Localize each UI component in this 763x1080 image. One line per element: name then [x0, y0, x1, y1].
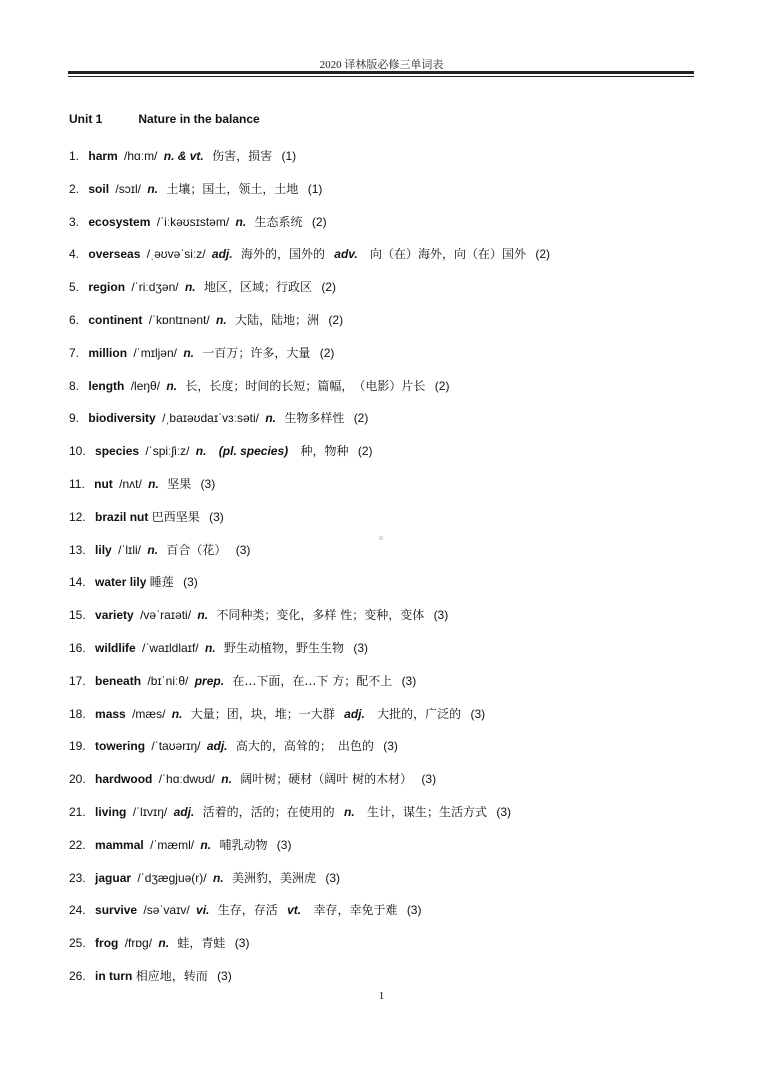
entry-phonetic: /nʌt/: [119, 476, 142, 491]
entry-definition-2: 向（在）海外，向（在）国外: [370, 247, 527, 262]
entry-phonetic: /ˈmæml/: [150, 837, 195, 852]
vocab-entry: [69, 737, 709, 770]
entry-definition: 土壤；国土，领土，土地: [166, 181, 299, 196]
entry-definition-2: 生计，谋生；生活方式: [367, 804, 488, 819]
entry-number: 9.: [69, 411, 80, 426]
entry-section-ref: (2): [434, 378, 450, 393]
entry-part-of-speech: n.: [171, 706, 183, 721]
entry-word: soil: [88, 181, 110, 196]
entry-number: 26.: [69, 968, 86, 983]
entry-word: harm: [88, 149, 118, 163]
entry-part-of-speech: n.: [197, 608, 209, 623]
entry-section-ref: (3): [421, 772, 437, 787]
entry-phonetic: /ˈtaʊərɪŋ/: [151, 739, 201, 754]
entry-section-ref: (1): [307, 181, 323, 196]
entry-definition: 地区，区域；行政区: [203, 280, 312, 295]
entry-section-ref: (3): [217, 968, 232, 983]
entry-part-of-speech: n.: [183, 345, 195, 360]
entry-phonetic: /mæs/: [132, 706, 166, 721]
entry-definition: 在…下面，在…下 方；配不上: [232, 673, 393, 688]
entry-word: lily: [95, 542, 112, 557]
entry-section-ref: (3): [200, 476, 216, 491]
entry-section-ref: (2): [321, 280, 336, 295]
entry-section-ref: (3): [209, 509, 224, 524]
entry-word: mass: [95, 706, 126, 721]
entry-word: overseas: [88, 247, 141, 262]
entry-section-ref: (3): [383, 739, 398, 754]
entry-definition-2: 幸存，幸免于难: [313, 903, 398, 918]
entry-part-of-speech: n.: [216, 312, 227, 327]
entry-phonetic: /səˈvaɪv/: [143, 903, 190, 918]
entry-number: 11.: [69, 476, 85, 491]
entry-word: hardwood: [95, 772, 153, 787]
entry-section-ref: (2): [357, 444, 373, 459]
entry-number: 13.: [69, 542, 86, 557]
vocab-entry: [69, 705, 709, 738]
entry-phonetic: /ˈhɑːdwʊd/: [158, 772, 215, 787]
entry-part-of-speech: adj.: [206, 739, 228, 754]
entry-part-of-speech: n.: [235, 214, 247, 229]
entry-word: towering: [95, 739, 146, 754]
entry-definition: 哺乳动物: [219, 837, 268, 852]
entry-phonetic: /ˈdʒæɡjuə(r)/: [137, 870, 207, 885]
entry-part-of-speech-2: adj.: [344, 706, 365, 721]
entry-section-ref: (2): [319, 345, 335, 360]
entry-definition: 长，长度；时间的长短；篇幅， （电影）片长: [185, 378, 426, 393]
vocab-entry: [69, 508, 709, 541]
entry-definition: 大陆，陆地；洲: [235, 312, 320, 327]
entry-definition: 大量；团，块，堆；一大群: [190, 706, 335, 721]
entry-phonetic: /ˈiːkəʊsɪstəm/: [156, 214, 230, 229]
vocab-entry: [69, 541, 709, 574]
entry-phonetic: /ˈriːdʒən/: [131, 280, 179, 295]
entry-word: beneath: [95, 673, 142, 688]
entry-part-of-speech-2: n.: [343, 804, 355, 819]
entry-word: brazil nut: [95, 509, 149, 524]
entry-definition-2: 大批的，广泛的: [377, 706, 462, 721]
entry-word: variety: [95, 608, 134, 623]
entry-section-ref: (2): [311, 214, 327, 229]
entry-phonetic: /vəˈraɪəti/: [140, 608, 192, 623]
vocab-entry: [69, 377, 709, 410]
entry-phonetic: /ˈwaɪldlaɪf/: [142, 640, 199, 655]
vocab-entry: [69, 573, 709, 606]
entry-section-ref: (3): [433, 608, 449, 623]
vocab-entry: [69, 245, 709, 278]
entry-part-of-speech: n.: [265, 411, 276, 426]
entry-part-of-speech: n. & vt.: [163, 149, 204, 163]
entry-definition: 高大的，高耸的； 出色的: [235, 739, 374, 754]
entry-number: 19.: [69, 739, 86, 754]
entry-section-ref: (3): [401, 673, 417, 688]
entry-section-ref: (3): [325, 870, 341, 885]
entry-part-of-speech: n.: [148, 476, 159, 491]
entry-number: 8.: [69, 378, 80, 393]
entry-word: million: [88, 345, 128, 360]
vocab-entry: [69, 278, 709, 311]
page-header-title: 2020 译林版必修三单词表: [319, 59, 444, 71]
entry-number: 16.: [69, 640, 86, 655]
entry-number: 7.: [69, 345, 80, 360]
vocab-entry: [69, 213, 709, 246]
entry-word: water lily: [95, 575, 147, 590]
entry-part-of-speech-2: adv.: [334, 247, 358, 262]
vocab-entry: [69, 311, 709, 344]
entry-phonetic: /ˌbaɪəʊdaɪˈvɜːsəti/: [162, 411, 259, 426]
entry-word: wildlife: [95, 640, 136, 655]
entry-section-ref: (3): [496, 804, 512, 819]
entry-word: survive: [95, 903, 138, 918]
entry-section-ref: (2): [328, 312, 344, 327]
entry-section-ref: (3): [353, 640, 368, 655]
entry-number: 17.: [69, 673, 86, 688]
entry-section-ref: (2): [353, 411, 369, 426]
vocab-entry: [69, 344, 709, 377]
header-rule-thick: [68, 71, 694, 74]
entry-definition: 一百万；许多，大量: [202, 345, 311, 360]
entry-definition: 坚果: [167, 476, 192, 491]
entry-definition: 百合（花）: [166, 542, 227, 557]
entry-phonetic: /ˌəʊvəˈsiːz/: [146, 247, 206, 262]
entry-section-ref: (3): [235, 542, 251, 557]
entry-phonetic: /leŋθ/: [130, 378, 161, 393]
entry-number: 15.: [69, 608, 86, 623]
entry-word: frog: [95, 936, 119, 951]
entry-number: 25.: [69, 936, 86, 951]
entry-word: nut: [94, 476, 113, 491]
entry-number: 20.: [69, 772, 86, 787]
entry-part-of-speech: n.: [147, 542, 159, 557]
entry-part-of-speech: adj.: [173, 804, 195, 819]
vocab-entry: [69, 672, 709, 705]
entry-number: 5.: [69, 280, 80, 295]
entry-part-of-speech: n.: [184, 280, 196, 295]
vocab-entry: [69, 606, 709, 639]
entry-definition: 巴西坚果: [151, 509, 200, 524]
entry-definition: 相应地，转而: [135, 968, 208, 983]
entry-definition: 生态系统: [254, 214, 303, 229]
entry-word: jaguar: [95, 870, 132, 885]
entry-number: 21.: [69, 804, 86, 819]
entry-plural-note: (pl. species): [218, 444, 289, 459]
entry-phonetic: /bɪˈniːθ/: [147, 673, 189, 688]
entry-word: region: [88, 280, 126, 295]
entry-section-ref: (1): [281, 149, 297, 163]
entry-phonetic: /ˈspiːʃiːz/: [145, 444, 190, 459]
entry-number: 4.: [69, 247, 80, 262]
vocab-entry: [69, 409, 709, 442]
entry-phonetic: /sɔɪl/: [115, 181, 141, 196]
vocab-entry: [69, 180, 709, 213]
page-number: 1: [378, 990, 385, 1002]
entry-number: 22.: [69, 837, 86, 852]
entry-phonetic: /ˈlɪvɪŋ/: [132, 804, 168, 819]
vocab-entry: [69, 869, 709, 902]
vocab-entry: [69, 639, 709, 672]
entry-part-of-speech: n.: [221, 772, 232, 787]
entry-definition: 阔叶树；硬材（阔叶 树的木材）: [240, 772, 413, 787]
entry-part-of-speech: n.: [200, 837, 212, 852]
entry-part-of-speech: vi.: [196, 903, 210, 918]
vocab-entry: [69, 475, 709, 508]
entry-phonetic: /ˈkɒntɪnənt/: [148, 312, 210, 327]
entry-part-of-speech: n.: [212, 870, 224, 885]
vocab-entry: [69, 836, 709, 869]
vocab-entry: [69, 803, 709, 836]
entry-word: in turn: [95, 968, 133, 983]
entry-number: 10.: [69, 444, 86, 459]
entry-section-ref: (3): [470, 706, 486, 721]
entry-section-ref: (3): [183, 575, 198, 590]
entry-part-of-speech: n.: [204, 640, 216, 655]
entry-section-ref: (3): [406, 903, 422, 918]
entry-definition: 活着的，活的；在使用的: [202, 804, 335, 819]
entry-section-ref: (3): [234, 936, 250, 951]
entry-word: biodiversity: [88, 411, 156, 426]
unit-label: Unit 1: [69, 112, 103, 126]
entry-definition: 伤害，损害: [212, 149, 273, 163]
entry-definition: 蛙，青蛙: [177, 936, 226, 951]
entry-definition: 美洲豹，美洲虎: [231, 870, 316, 885]
entry-number: 24.: [69, 903, 86, 918]
entry-definition: 野生动植物，野生生物: [223, 640, 344, 655]
vocab-entry: [69, 147, 709, 180]
entry-definition: 海外的，国外的: [240, 247, 325, 262]
entry-part-of-speech: n.: [158, 936, 170, 951]
vocab-entry: [69, 934, 709, 967]
entry-section-ref: (3): [276, 837, 292, 852]
entry-definition: 生存，存活: [217, 903, 278, 918]
entry-phonetic: /ˈlɪli/: [118, 542, 141, 557]
entry-number: 12.: [69, 509, 86, 524]
entry-phonetic: /hɑːm/: [124, 149, 158, 163]
entry-part-of-speech: n.: [147, 181, 158, 196]
entry-part-of-speech: adj.: [211, 247, 233, 262]
entry-number: 2.: [69, 181, 80, 196]
entry-number: 23.: [69, 870, 86, 885]
entry-word: species: [95, 444, 140, 459]
entry-number: 1.: [69, 149, 80, 163]
entry-word: mammal: [95, 837, 144, 852]
entry-part-of-speech: n.: [195, 444, 207, 459]
entry-word: continent: [88, 312, 143, 327]
unit-heading: [69, 112, 260, 126]
entry-definition: 生物多样性: [284, 411, 345, 426]
entry-number: 14.: [69, 575, 86, 590]
entry-part-of-speech: prep.: [194, 673, 225, 688]
entry-definition: 不同种类；变化，多样 性；变种，变体: [216, 608, 425, 623]
entry-part-of-speech-2: vt.: [287, 903, 302, 918]
unit-title: Nature in the balance: [138, 112, 260, 126]
vocabulary-list: [69, 147, 709, 1000]
vocab-entry: [69, 770, 709, 803]
entry-phonetic: /frɒɡ/: [124, 936, 153, 951]
entry-section-ref: (2): [535, 247, 551, 262]
entry-number: 18.: [69, 706, 86, 721]
vocab-entry: [69, 442, 709, 475]
entry-number: 6.: [69, 312, 80, 327]
entry-part-of-speech: n.: [166, 378, 178, 393]
entry-phonetic: /ˈmɪljən/: [133, 345, 177, 360]
entry-number: 3.: [69, 214, 80, 229]
entry-word: ecosystem: [88, 214, 151, 229]
entry-word: length: [88, 378, 125, 393]
vocab-entry: [69, 901, 709, 934]
entry-definition: 睡莲: [149, 575, 174, 590]
header-rule-thin: [68, 76, 694, 77]
entry-definition-2: 种，物种: [300, 444, 349, 459]
entry-word: living: [95, 804, 127, 819]
